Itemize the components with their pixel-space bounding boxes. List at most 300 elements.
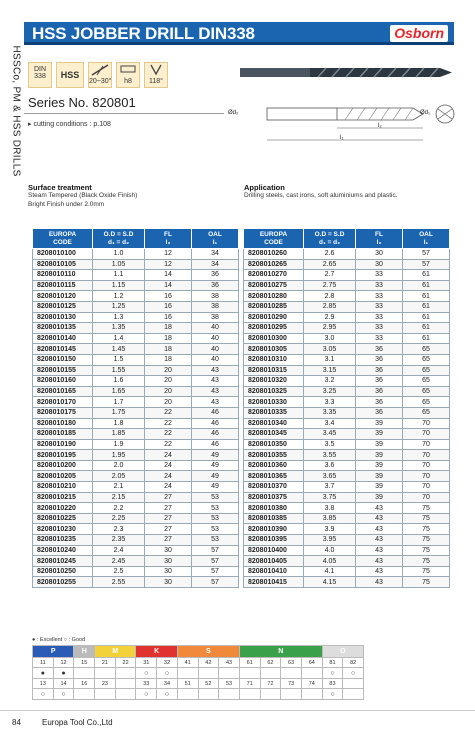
cell-code: 8208010235	[33, 535, 93, 546]
cell-fl: 30	[145, 556, 192, 567]
cell-fl: 33	[356, 270, 403, 281]
suitability-mark	[115, 689, 136, 700]
cell-od: 2.1	[93, 482, 145, 493]
cell-oal: 49	[192, 460, 239, 471]
cell-oal: 65	[403, 344, 450, 355]
cell-oal: 65	[403, 376, 450, 387]
cell-code: 8208010105	[33, 259, 93, 270]
cell-od: 2.6	[304, 249, 356, 260]
suitability-mark: ○	[157, 689, 178, 700]
material-group-p: P	[33, 646, 74, 658]
table-row	[244, 291, 450, 302]
cell-oal: 75	[403, 577, 450, 588]
cell-fl: 20	[145, 397, 192, 408]
cell-oal: 57	[192, 577, 239, 588]
cell-oal: 38	[192, 291, 239, 302]
cutting-conditions-link[interactable]: ▸ cutting conditions : p.108	[28, 121, 111, 128]
cell-code: 8208010260	[244, 249, 304, 260]
cell-fl: 36	[356, 386, 403, 397]
cell-oal: 53	[192, 492, 239, 503]
suitability-mark	[343, 689, 364, 700]
col-header-oal: OAL l₁	[192, 229, 239, 249]
cell-oal: 70	[403, 471, 450, 482]
cell-code: 8208010360	[244, 460, 304, 471]
suitability-mark	[281, 668, 302, 679]
table-row	[244, 566, 450, 577]
cell-od: 3.7	[304, 482, 356, 493]
table-row	[244, 418, 450, 429]
cell-fl: 27	[145, 492, 192, 503]
cell-fl: 30	[356, 249, 403, 260]
cell-code: 8208010375	[244, 492, 304, 503]
cell-fl: 22	[145, 418, 192, 429]
page-title: HSS JOBBER DRILL DIN338	[32, 24, 255, 43]
cell-od: 2.45	[93, 556, 145, 567]
table-row	[33, 577, 239, 588]
cell-code: 8208010310	[244, 354, 304, 365]
cell-fl: 18	[145, 354, 192, 365]
d2-label: Ød₂	[228, 110, 239, 116]
table-row	[33, 407, 239, 418]
cell-oal: 61	[403, 323, 450, 334]
cell-od: 3.9	[304, 524, 356, 535]
table-row	[244, 312, 450, 323]
table-row	[33, 344, 239, 355]
cell-od: 2.5	[93, 566, 145, 577]
cell-od: 2.85	[304, 301, 356, 312]
cell-fl: 27	[145, 535, 192, 546]
table-row	[244, 535, 450, 546]
cell-od: 4.15	[304, 577, 356, 588]
cell-oal: 36	[192, 280, 239, 291]
cell-oal: 40	[192, 323, 239, 334]
table-row	[244, 471, 450, 482]
table-row	[33, 270, 239, 281]
cell-od: 2.3	[93, 524, 145, 535]
cell-oal: 36	[192, 270, 239, 281]
cell-code: 8208010315	[244, 365, 304, 376]
cell-fl: 14	[145, 280, 192, 291]
cell-od: 1.55	[93, 365, 145, 376]
cell-oal: 53	[192, 535, 239, 546]
material-group-m: M	[95, 646, 136, 658]
cell-fl: 43	[356, 577, 403, 588]
table-row	[244, 513, 450, 524]
material-code: 21	[95, 658, 116, 668]
cell-od: 2.25	[93, 513, 145, 524]
suitability-mark: ○	[322, 689, 343, 700]
col-header-code: EUROPA CODE	[33, 229, 93, 249]
table-row	[244, 482, 450, 493]
cell-fl: 36	[356, 407, 403, 418]
cell-oal: 75	[403, 513, 450, 524]
spec-table-right	[243, 228, 450, 588]
material-group-n: N	[239, 646, 322, 658]
cell-od: 1.65	[93, 386, 145, 397]
cell-oal: 43	[192, 365, 239, 376]
cell-code: 8208010140	[33, 333, 93, 344]
cell-fl: 33	[356, 291, 403, 302]
cell-od: 2.15	[93, 492, 145, 503]
cell-oal: 46	[192, 439, 239, 450]
table-row	[244, 249, 450, 260]
cell-oal: 65	[403, 365, 450, 376]
cell-fl: 33	[356, 333, 403, 344]
cell-od: 3.3	[304, 397, 356, 408]
material-code: 61	[239, 658, 260, 668]
cell-od: 2.05	[93, 471, 145, 482]
cell-oal: 70	[403, 482, 450, 493]
cell-oal: 43	[192, 397, 239, 408]
cell-oal: 57	[192, 556, 239, 567]
table-row	[33, 439, 239, 450]
cell-code: 8208010405	[244, 556, 304, 567]
table-row	[33, 460, 239, 471]
cell-code: 8208010115	[33, 280, 93, 291]
cell-code: 8208010180	[33, 418, 93, 429]
suitability-mark: ○	[136, 668, 157, 679]
cell-oal: 70	[403, 429, 450, 440]
cell-fl: 27	[145, 503, 192, 514]
suitability-mark: ○	[322, 668, 343, 679]
material-code: 34	[157, 679, 178, 689]
cell-fl: 30	[145, 566, 192, 577]
cell-od: 3.1	[304, 354, 356, 365]
cell-od: 4.0	[304, 545, 356, 556]
cell-code: 8208010130	[33, 312, 93, 323]
cell-oal: 75	[403, 535, 450, 546]
cell-oal: 65	[403, 407, 450, 418]
footer-divider	[0, 710, 475, 711]
cell-od: 1.5	[93, 354, 145, 365]
cell-od: 1.1	[93, 270, 145, 281]
cell-code: 8208010125	[33, 301, 93, 312]
cell-fl: 22	[145, 429, 192, 440]
suitability-mark	[260, 689, 281, 700]
col-header-od: O.D = S.D d₁ = d₂	[93, 229, 145, 249]
col-header-oal: OAL l₁	[403, 229, 450, 249]
material-group-s: S	[177, 646, 239, 658]
cell-fl: 16	[145, 312, 192, 323]
cell-oal: 43	[192, 386, 239, 397]
application-heading: Application	[244, 183, 285, 192]
suitability-mark	[74, 689, 95, 700]
table-row	[33, 301, 239, 312]
cell-fl: 36	[356, 354, 403, 365]
table-row	[33, 291, 239, 302]
material-code: 74	[301, 679, 322, 689]
suitability-mark	[95, 668, 116, 679]
cell-oal: 75	[403, 545, 450, 556]
suitability-mark	[74, 668, 95, 679]
suitability-mark	[177, 668, 198, 679]
cell-code: 8208010280	[244, 291, 304, 302]
cell-oal: 65	[403, 354, 450, 365]
cell-od: 1.35	[93, 323, 145, 334]
cell-fl: 36	[356, 365, 403, 376]
drill-illustration	[240, 60, 455, 85]
material-group-k: K	[136, 646, 177, 658]
cell-od: 2.95	[304, 323, 356, 334]
cell-od: 2.0	[93, 460, 145, 471]
cell-code: 8208010325	[244, 386, 304, 397]
cell-code: 8208010275	[244, 280, 304, 291]
material-suitability-table	[32, 645, 364, 700]
spec-table-left	[32, 228, 239, 588]
suitability-mark	[115, 668, 136, 679]
table-row	[244, 524, 450, 535]
cell-fl: 36	[356, 397, 403, 408]
helix-angle-icon: 20~30°	[88, 62, 112, 88]
cell-oal: 75	[403, 503, 450, 514]
cell-fl: 33	[356, 301, 403, 312]
cell-code: 8208010170	[33, 397, 93, 408]
cell-oal: 75	[403, 556, 450, 567]
cell-code: 8208010415	[244, 577, 304, 588]
material-code: 73	[281, 679, 302, 689]
cell-code: 8208010220	[33, 503, 93, 514]
material-code: 33	[136, 679, 157, 689]
cell-od: 1.4	[93, 333, 145, 344]
cell-fl: 18	[145, 323, 192, 334]
cell-oal: 38	[192, 312, 239, 323]
table-row	[33, 429, 239, 440]
table-row	[33, 312, 239, 323]
cell-oal: 53	[192, 513, 239, 524]
cell-fl: 16	[145, 291, 192, 302]
table-row	[33, 556, 239, 567]
cell-fl: 39	[356, 429, 403, 440]
material-group-o: O	[322, 646, 363, 658]
cell-od: 1.9	[93, 439, 145, 450]
material-code: 41	[177, 658, 198, 668]
cell-oal: 49	[192, 482, 239, 493]
cell-fl: 43	[356, 556, 403, 567]
material-code: 64	[301, 658, 322, 668]
suitability-mark	[281, 689, 302, 700]
cell-code: 8208010390	[244, 524, 304, 535]
cell-code: 8208010270	[244, 270, 304, 281]
cell-oal: 75	[403, 566, 450, 577]
material-code: 62	[260, 658, 281, 668]
material-code: 15	[74, 658, 95, 668]
cell-code: 8208010100	[33, 249, 93, 260]
suitability-mark	[95, 689, 116, 700]
cell-oal: 61	[403, 312, 450, 323]
cell-code: 8208010185	[33, 429, 93, 440]
cell-oal: 46	[192, 429, 239, 440]
cell-code: 8208010305	[244, 344, 304, 355]
cell-od: 3.45	[304, 429, 356, 440]
cell-oal: 61	[403, 301, 450, 312]
cell-code: 8208010245	[33, 556, 93, 567]
cell-od: 3.15	[304, 365, 356, 376]
material-code: 71	[239, 679, 260, 689]
table-row	[244, 301, 450, 312]
table-row	[33, 503, 239, 514]
table-row	[244, 450, 450, 461]
cell-fl: 12	[145, 249, 192, 260]
series-number: Series No. 820801	[28, 95, 136, 110]
cell-code: 8208010410	[244, 566, 304, 577]
table-row	[33, 524, 239, 535]
cell-code: 8208010110	[33, 270, 93, 281]
material-code	[115, 679, 136, 689]
suitability-mark: ○	[157, 668, 178, 679]
cell-od: 3.85	[304, 513, 356, 524]
suitability-mark	[198, 668, 219, 679]
suitability-mark	[239, 668, 260, 679]
suitability-mark: ○	[136, 689, 157, 700]
cell-code: 8208010145	[33, 344, 93, 355]
cell-code: 8208010330	[244, 397, 304, 408]
cell-code: 8208010175	[33, 407, 93, 418]
cell-fl: 30	[145, 545, 192, 556]
material-code: 22	[115, 658, 136, 668]
suitability-mark	[301, 668, 322, 679]
material-code: 82	[343, 658, 364, 668]
cell-fl: 18	[145, 333, 192, 344]
cell-oal: 75	[403, 524, 450, 535]
cell-oal: 49	[192, 450, 239, 461]
cell-fl: 43	[356, 524, 403, 535]
material-code: 51	[177, 679, 198, 689]
surface-text: Steam Tempered (Black Oxide Finish) Bright Finish under 2.0mm	[28, 192, 138, 208]
cell-oal: 57	[403, 249, 450, 260]
table-row	[244, 577, 450, 588]
cell-code: 8208010370	[244, 482, 304, 493]
table-row	[244, 503, 450, 514]
material-code: 12	[53, 658, 74, 668]
din-icon: DIN 338	[28, 62, 52, 88]
table-row	[244, 429, 450, 440]
company-name: Europa Tool Co.,Ltd	[42, 718, 113, 727]
table-row	[33, 492, 239, 503]
col-header-od: O.D = S.D d₁ = d₂	[304, 229, 356, 249]
cell-oal: 70	[403, 439, 450, 450]
cell-oal: 34	[192, 249, 239, 260]
cell-oal: 61	[403, 270, 450, 281]
cell-fl: 39	[356, 492, 403, 503]
col-header-fl: FL l₂	[356, 229, 403, 249]
surface-heading: Surface treatment	[28, 183, 92, 192]
cell-code: 8208010205	[33, 471, 93, 482]
cell-code: 8208010335	[244, 407, 304, 418]
cell-oal: 57	[192, 545, 239, 556]
cell-code: 8208010385	[244, 513, 304, 524]
legend: ● : Excellent ○ : Good	[32, 637, 86, 643]
material-code: 32	[157, 658, 178, 668]
table-row	[33, 280, 239, 291]
cell-fl: 33	[356, 312, 403, 323]
table-row	[33, 418, 239, 429]
table-row	[244, 439, 450, 450]
suitability-mark: ○	[343, 668, 364, 679]
cell-oal: 49	[192, 471, 239, 482]
cell-od: 3.25	[304, 386, 356, 397]
table-row	[33, 323, 239, 334]
cell-od: 3.0	[304, 333, 356, 344]
cell-fl: 27	[145, 524, 192, 535]
cell-od: 1.95	[93, 450, 145, 461]
cell-oal: 65	[403, 397, 450, 408]
cell-code: 8208010355	[244, 450, 304, 461]
cell-od: 3.2	[304, 376, 356, 387]
cell-fl: 39	[356, 418, 403, 429]
table-row	[244, 545, 450, 556]
cell-fl: 20	[145, 386, 192, 397]
table-row	[244, 460, 450, 471]
cell-od: 2.7	[304, 270, 356, 281]
cell-oal: 40	[192, 344, 239, 355]
cell-od: 2.55	[93, 577, 145, 588]
material-code: 31	[136, 658, 157, 668]
cell-fl: 43	[356, 566, 403, 577]
col-header-fl: FL l₂	[145, 229, 192, 249]
table-row	[33, 482, 239, 493]
cell-od: 1.0	[93, 249, 145, 260]
table-row	[244, 376, 450, 387]
cell-code: 8208010215	[33, 492, 93, 503]
cell-od: 1.7	[93, 397, 145, 408]
suitability-mark	[219, 668, 240, 679]
table-row	[244, 556, 450, 567]
material-code: 53	[219, 679, 240, 689]
cell-oal: 57	[403, 259, 450, 270]
cell-oal: 46	[192, 407, 239, 418]
suitability-mark	[177, 689, 198, 700]
table-row	[33, 513, 239, 524]
page-number: 84	[12, 718, 21, 727]
cell-oal: 34	[192, 259, 239, 270]
cell-od: 1.3	[93, 312, 145, 323]
table-row	[244, 397, 450, 408]
material-code: 52	[198, 679, 219, 689]
material-code: 14	[53, 679, 74, 689]
drill-dimension-diagram	[245, 98, 460, 150]
cell-fl: 39	[356, 460, 403, 471]
cell-od: 1.8	[93, 418, 145, 429]
material-code: 11	[33, 658, 54, 668]
suitability-mark	[301, 689, 322, 700]
cell-od: 3.65	[304, 471, 356, 482]
divider	[24, 113, 224, 114]
cell-od: 1.75	[93, 407, 145, 418]
cell-fl: 22	[145, 439, 192, 450]
cell-code: 8208010400	[244, 545, 304, 556]
table-row	[33, 450, 239, 461]
cell-code: 8208010350	[244, 439, 304, 450]
cell-fl: 43	[356, 535, 403, 546]
cell-fl: 39	[356, 450, 403, 461]
cell-oal: 40	[192, 333, 239, 344]
cell-fl: 39	[356, 482, 403, 493]
table-row	[33, 535, 239, 546]
cell-code: 8208010395	[244, 535, 304, 546]
cell-code: 8208010340	[244, 418, 304, 429]
cell-fl: 18	[145, 344, 192, 355]
material-code: 42	[198, 658, 219, 668]
cell-code: 8208010265	[244, 259, 304, 270]
table-row	[33, 249, 239, 260]
cell-code: 8208010240	[33, 545, 93, 556]
cell-fl: 33	[356, 323, 403, 334]
cell-od: 3.5	[304, 439, 356, 450]
cell-code: 8208010160	[33, 376, 93, 387]
cell-od: 1.6	[93, 376, 145, 387]
table-row	[33, 566, 239, 577]
cell-code: 8208010320	[244, 376, 304, 387]
